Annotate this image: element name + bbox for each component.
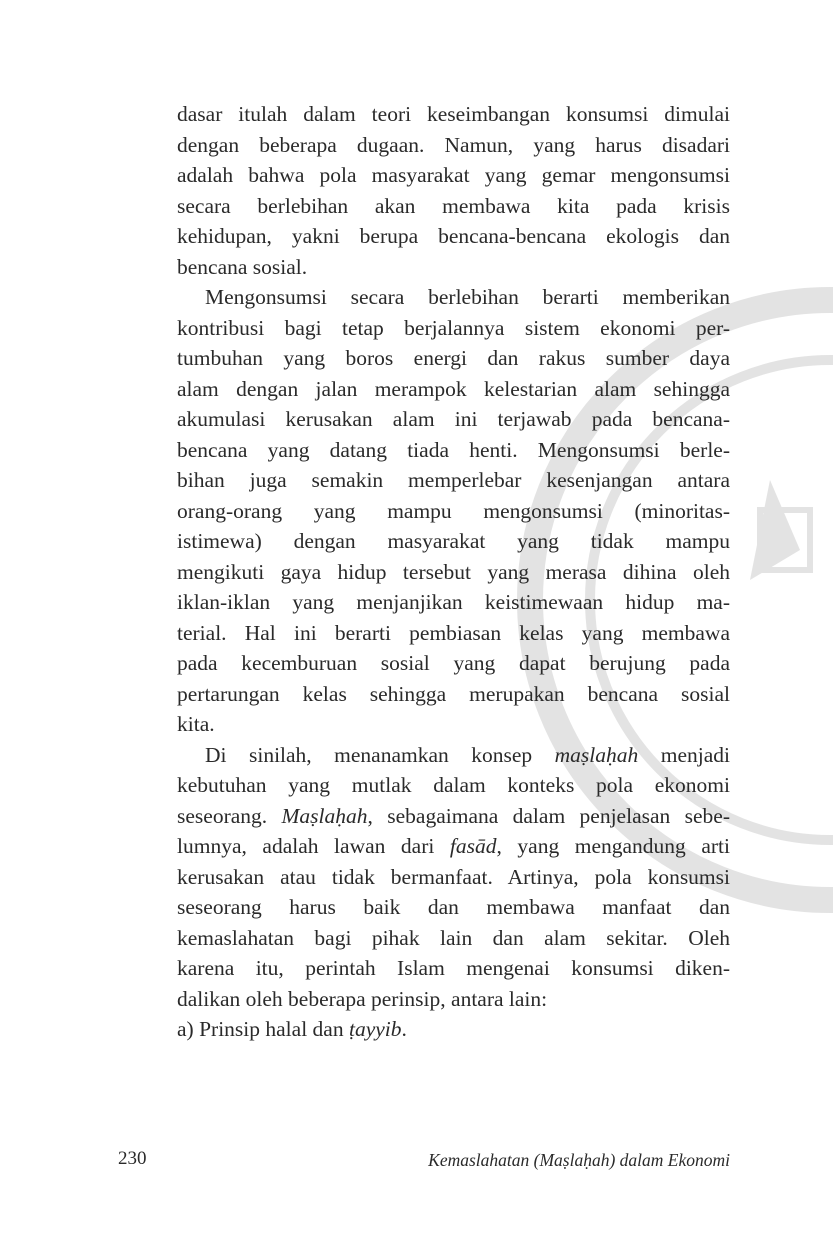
running-title: Kemaslahatan (Maṣlaḥah) dalam Ekonomi — [428, 1150, 730, 1170]
paragraph-1 — [177, 99, 730, 282]
text-line: kebutuhan yang mutlak dalam konteks pola ekonomi — [177, 773, 730, 797]
text-line: kerusakan atau tidak bermanfaat. Artinya, pola konsumsi — [177, 864, 730, 889]
text-line: dengan beberapa dugaan. Namun, yang harus disadari — [177, 132, 730, 157]
text-line: pertarungan kelas sehingga merupakan bencana sosial — [177, 681, 730, 706]
text-line: dasar itulah dalam teori keseimbangan konsumsi dimulai — [177, 102, 730, 126]
text-line: karena itu, perintah Islam mengenai konsumsi diken- — [177, 956, 730, 980]
text-line: bihan juga semakin memperlebar kesenjangan antara — [177, 468, 730, 492]
italic-term: fasād — [449, 834, 497, 858]
list-item-a — [177, 1014, 730, 1045]
text-line: akumulasi kerusakan alam ini terjawab pada bencana- — [177, 407, 730, 431]
page-number: 230 — [118, 1148, 147, 1169]
text-line: kehidupan, yakni berupa bencana-bencana ekologis dan — [177, 224, 730, 248]
text-run: a) Prinsip halal dan — [177, 1017, 349, 1041]
text-run: , yang mengandung arti — [496, 834, 730, 858]
text-line — [177, 801, 730, 832]
text-line: kemaslahatan bagi pihak lain dan alam sekitar. Oleh — [177, 925, 730, 950]
paragraph-3 — [177, 740, 730, 1015]
body-text — [177, 99, 730, 1045]
text-line: kita. — [177, 712, 215, 736]
text-line: kontribusi bagi tetap berjalannya sistem ekonomi per- — [177, 315, 730, 340]
text-line: pada kecemburuan sosial yang dapat berujung pada — [177, 651, 730, 675]
text-run: Di sinilah, menanamkan konsep — [205, 742, 555, 767]
text-run: lumnya, adalah lawan dari — [177, 834, 450, 858]
text-line: bencana sosial. — [177, 254, 308, 279]
text-line: orang-orang yang mampu mengonsumsi (minoritas- — [177, 498, 730, 523]
text-line: bencana yang datang tiada henti. Mengonsumsi berle- — [177, 437, 730, 462]
text-line: istimewa) dengan masyarakat yang tidak mampu — [177, 529, 730, 553]
italic-term: ṭayyib — [348, 1017, 402, 1041]
text-line — [177, 831, 730, 862]
text-run: seseorang. — [177, 803, 282, 828]
text-run: . — [401, 1017, 407, 1041]
text-line: adalah bahwa pola masyarakat yang gemar mengonsumsi — [177, 163, 730, 187]
text-line — [177, 740, 730, 771]
text-run: menjadi — [638, 742, 730, 767]
text-run: , sebagaimana dalam penjelasan sebe- — [367, 803, 730, 828]
text-line: tumbuhan yang boros energi dan rakus sumber daya — [177, 346, 730, 370]
text-line: Mengonsumsi secara berlebihan berarti memberikan — [205, 285, 730, 309]
text-line: dalikan oleh beberapa perinsip, antara lain: — [177, 986, 548, 1011]
text-line: mengikuti gaya hidup tersebut yang merasa dihina oleh — [177, 559, 730, 584]
text-line: alam dengan jalan merampok kelestarian alam sehingga — [177, 376, 730, 401]
text-line: seseorang harus baik dan membawa manfaat dan — [177, 895, 730, 919]
text-line: terial. Hal ini berarti pembiasan kelas yang membawa — [177, 620, 730, 645]
text-line: iklan-iklan yang menjanjikan keistimewaan hidup ma- — [177, 590, 730, 614]
italic-term: maṣlaḥah — [554, 742, 639, 767]
italic-term: Maṣlaḥah — [281, 803, 368, 828]
text-line: secara berlebihan akan membawa kita pada krisis — [177, 193, 730, 218]
paragraph-2 — [177, 282, 730, 740]
text-line — [177, 1014, 730, 1045]
